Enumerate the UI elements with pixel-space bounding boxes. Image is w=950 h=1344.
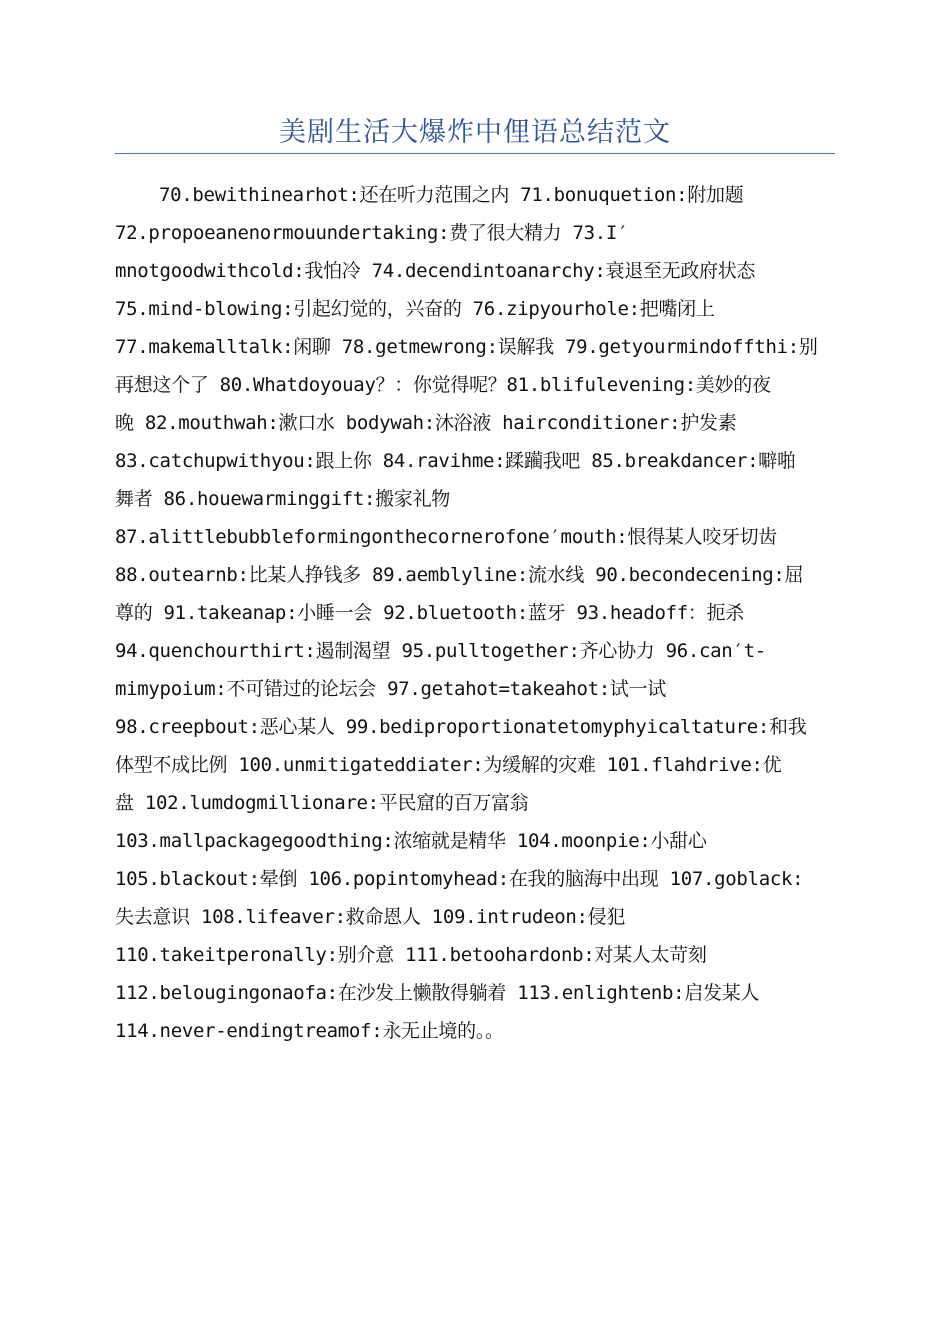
document-title: 美剧生活大爆炸中俚语总结范文 [279, 117, 671, 148]
document-body [115, 176, 835, 1050]
text-line: 盘 102.lumdogmillionare:平民窟的百万富翁 [115, 792, 529, 814]
text-line: 83.catchupwithyou:跟上你 84.ravihme:蹂躏我吧 85.breakdancer:噼啪 [115, 450, 796, 472]
text-line: 114.never-endingtreamof:永无止境的。。 [115, 1020, 504, 1042]
title-underline [115, 153, 835, 154]
text-line: 88.outearnb:比某人挣钱多 89.aemblyline:流水线 90.becondecening:屈 [115, 564, 804, 586]
text-line: mimypoium:不可错过的论坛会 97.getahot=takeahot:试一试 [115, 678, 667, 700]
text-line: 103.mallpackagegoodthing:浓缩就是精华 104.moonpie:小甜心 [115, 830, 707, 852]
text-line: 舞者 86.houewarminggift:搬家礼物 [115, 488, 450, 510]
text-line: 70.bewithinearhot:还在听力范围之内 71.bonuquetion:附加题 [159, 184, 744, 206]
text-line: 112.belougingonaofa:在沙发上懒散得躺着 113.enlightenb:启发某人 [115, 982, 760, 1004]
text-line: 75.mind-blowing:引起幻觉的，兴奋的 76.zipyourhole:把嘴闭上 [115, 298, 715, 320]
text-line: 98.creepbout:恶心某人 99.bediproportionatetomyphyicaltature:和我 [115, 716, 807, 738]
text-line: 94.quenchourthirt:遏制渴望 95.pulltogether:齐心协力 96.can′t- [115, 640, 766, 662]
text-line: 105.blackout:晕倒 106.popintomyhead:在我的脑海中出现 107.goblack: [115, 868, 804, 890]
text-line: 再想这个了 80.Whatdoyouay？：你觉得呢？81.blifulevening:美妙的夜 [115, 374, 771, 396]
text-line: 77.makemalltalk:闲聊 78.getmewrong:误解我 79.getyourmindoffthi:别 [115, 336, 818, 358]
text-line: mnotgoodwithcold:我怕冷 74.decendintoanarchy:衰退至无政府状态 [115, 260, 756, 282]
text-line: 72.propoeanenormouundertaking:费了很大精力 73.I′ [115, 222, 629, 244]
text-line: 110.takeitperonally:别介意 111.betoohardonb:对某人太苛刻 [115, 944, 707, 966]
text-line: 失去意识 108.lifeaver:救命恩人 109.intrudeon:侵犯 [115, 906, 626, 928]
text-line: 87.alittlebubbleformingonthecornerofone′mouth:恨得某人咬牙切齿 [115, 526, 777, 548]
text-line: 晚 82.mouthwah:漱口水 bodywah:沐浴液 hairconditioner:护发素 [115, 412, 737, 434]
text-line: 体型不成比例 100.unmitigateddiater:为缓解的灾难 101.flahdrive:优 [115, 754, 782, 776]
text-line: 尊的 91.takeanap:小睡一会 92.bluetooth:蓝牙 93.headoff：扼杀 [115, 602, 744, 624]
